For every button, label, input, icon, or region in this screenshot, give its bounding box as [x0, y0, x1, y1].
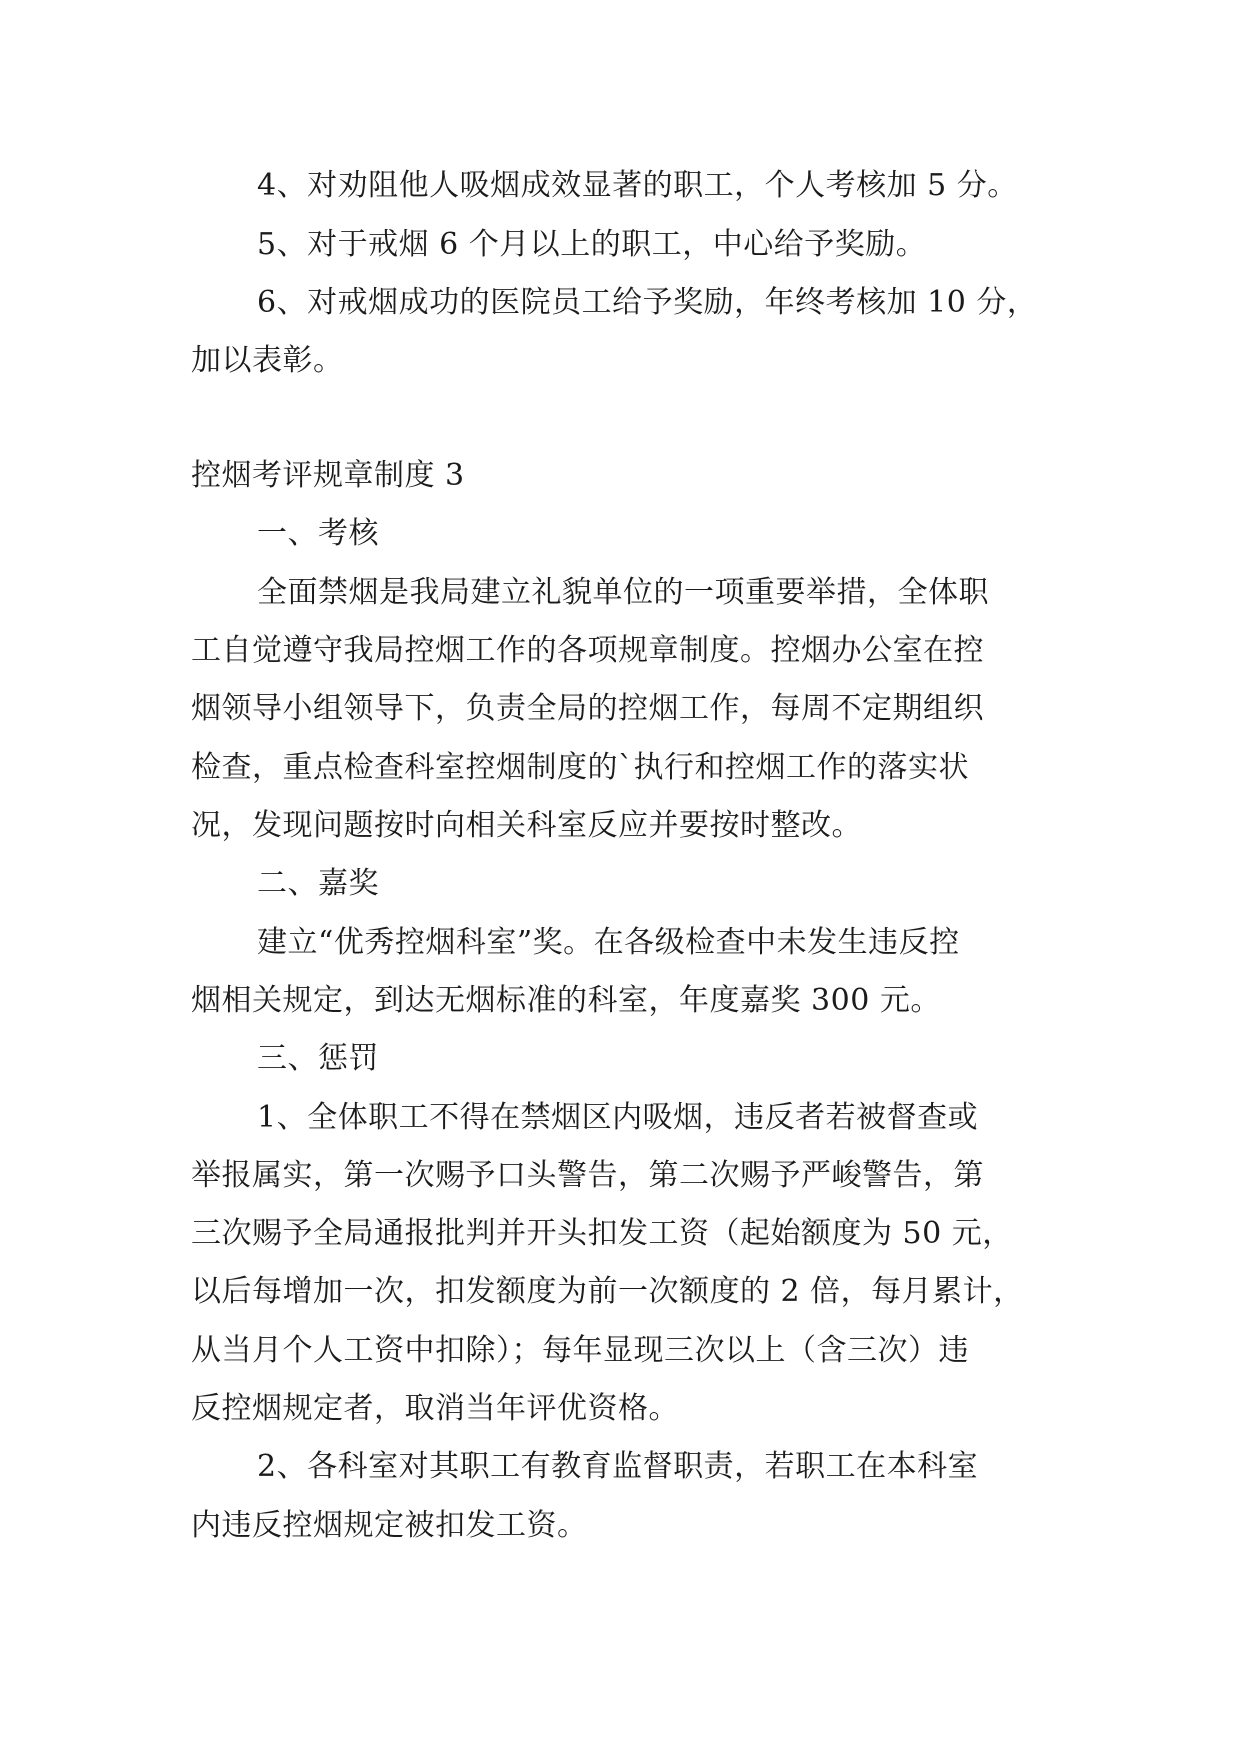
- section-title: 控烟考评规章制度 3: [191, 458, 465, 493]
- paragraph-penalty-2-line-2: 内违反控烟规定被扣发工资。: [191, 1508, 588, 1543]
- paragraph-penalty-1-line-1: 1、全体职工不得在禁烟区内吸烟，违反者若被督查或: [257, 1100, 979, 1135]
- paragraph-assessment-line-5: 况，发现问题按时向相关科室反应并要按时整改。: [191, 808, 862, 843]
- paragraph-reward-line-2: 烟相关规定，到达无烟标准的科室，年度嘉奖 300 元。: [191, 983, 941, 1018]
- paragraph-assessment-line-2: 工自觉遵守我局控烟工作的各项规章制度。控烟办公室在控: [191, 633, 984, 668]
- paragraph-penalty-1-line-2: 举报属实，第一次赐予口头警告，第二次赐予严峻警告，第: [191, 1158, 984, 1193]
- paragraph-assessment-line-1: 全面禁烟是我局建立礼貌单位的一项重要举措，全体职: [257, 575, 989, 610]
- paragraph-assessment-line-4: 检查，重点检查科室控烟制度的`执行和控烟工作的落实状: [191, 750, 969, 785]
- paragraph-penalty-1-line-3: 三次赐予全局通报批判并开头扣发工资（起始额度为 50 元，: [191, 1216, 1013, 1251]
- paragraph-penalty-2-line-1: 2、各科室对其职工有教育监督职责，若职工在本科室: [257, 1449, 979, 1484]
- paragraph-item-6-line-2: 加以表彰。: [191, 343, 344, 378]
- paragraph-item-6-line-1: 6、对戒烟成功的医院员工给予奖励，年终考核加 10 分，: [257, 285, 1038, 320]
- paragraph-penalty-1-line-5: 从当月个人工资中扣除）；每年显现三次以上（含三次）违: [191, 1333, 969, 1368]
- paragraph-reward-line-1: 建立“优秀控烟科室”奖。在各级检查中未发生违反控: [257, 925, 960, 960]
- heading-assessment: 一、考核: [257, 516, 379, 551]
- paragraph-penalty-1-line-4: 以后每增加一次，扣发额度为前一次额度的 2 倍，每月累计，: [191, 1274, 1024, 1309]
- paragraph-assessment-line-3: 烟领导小组领导下，负责全局的控烟工作，每周不定期组织: [191, 691, 984, 726]
- heading-penalty: 三、惩罚: [257, 1041, 379, 1076]
- paragraph-item-5: 5、对于戒烟 6 个月以上的职工，中心给予奖励。: [257, 227, 927, 262]
- heading-reward: 二、嘉奖: [257, 866, 379, 901]
- paragraph-penalty-1-line-6: 反控烟规定者，取消当年评优资格。: [191, 1391, 679, 1426]
- paragraph-item-4: 4、对劝阻他人吸烟成效显著的职工，个人考核加 5 分。: [257, 168, 1018, 203]
